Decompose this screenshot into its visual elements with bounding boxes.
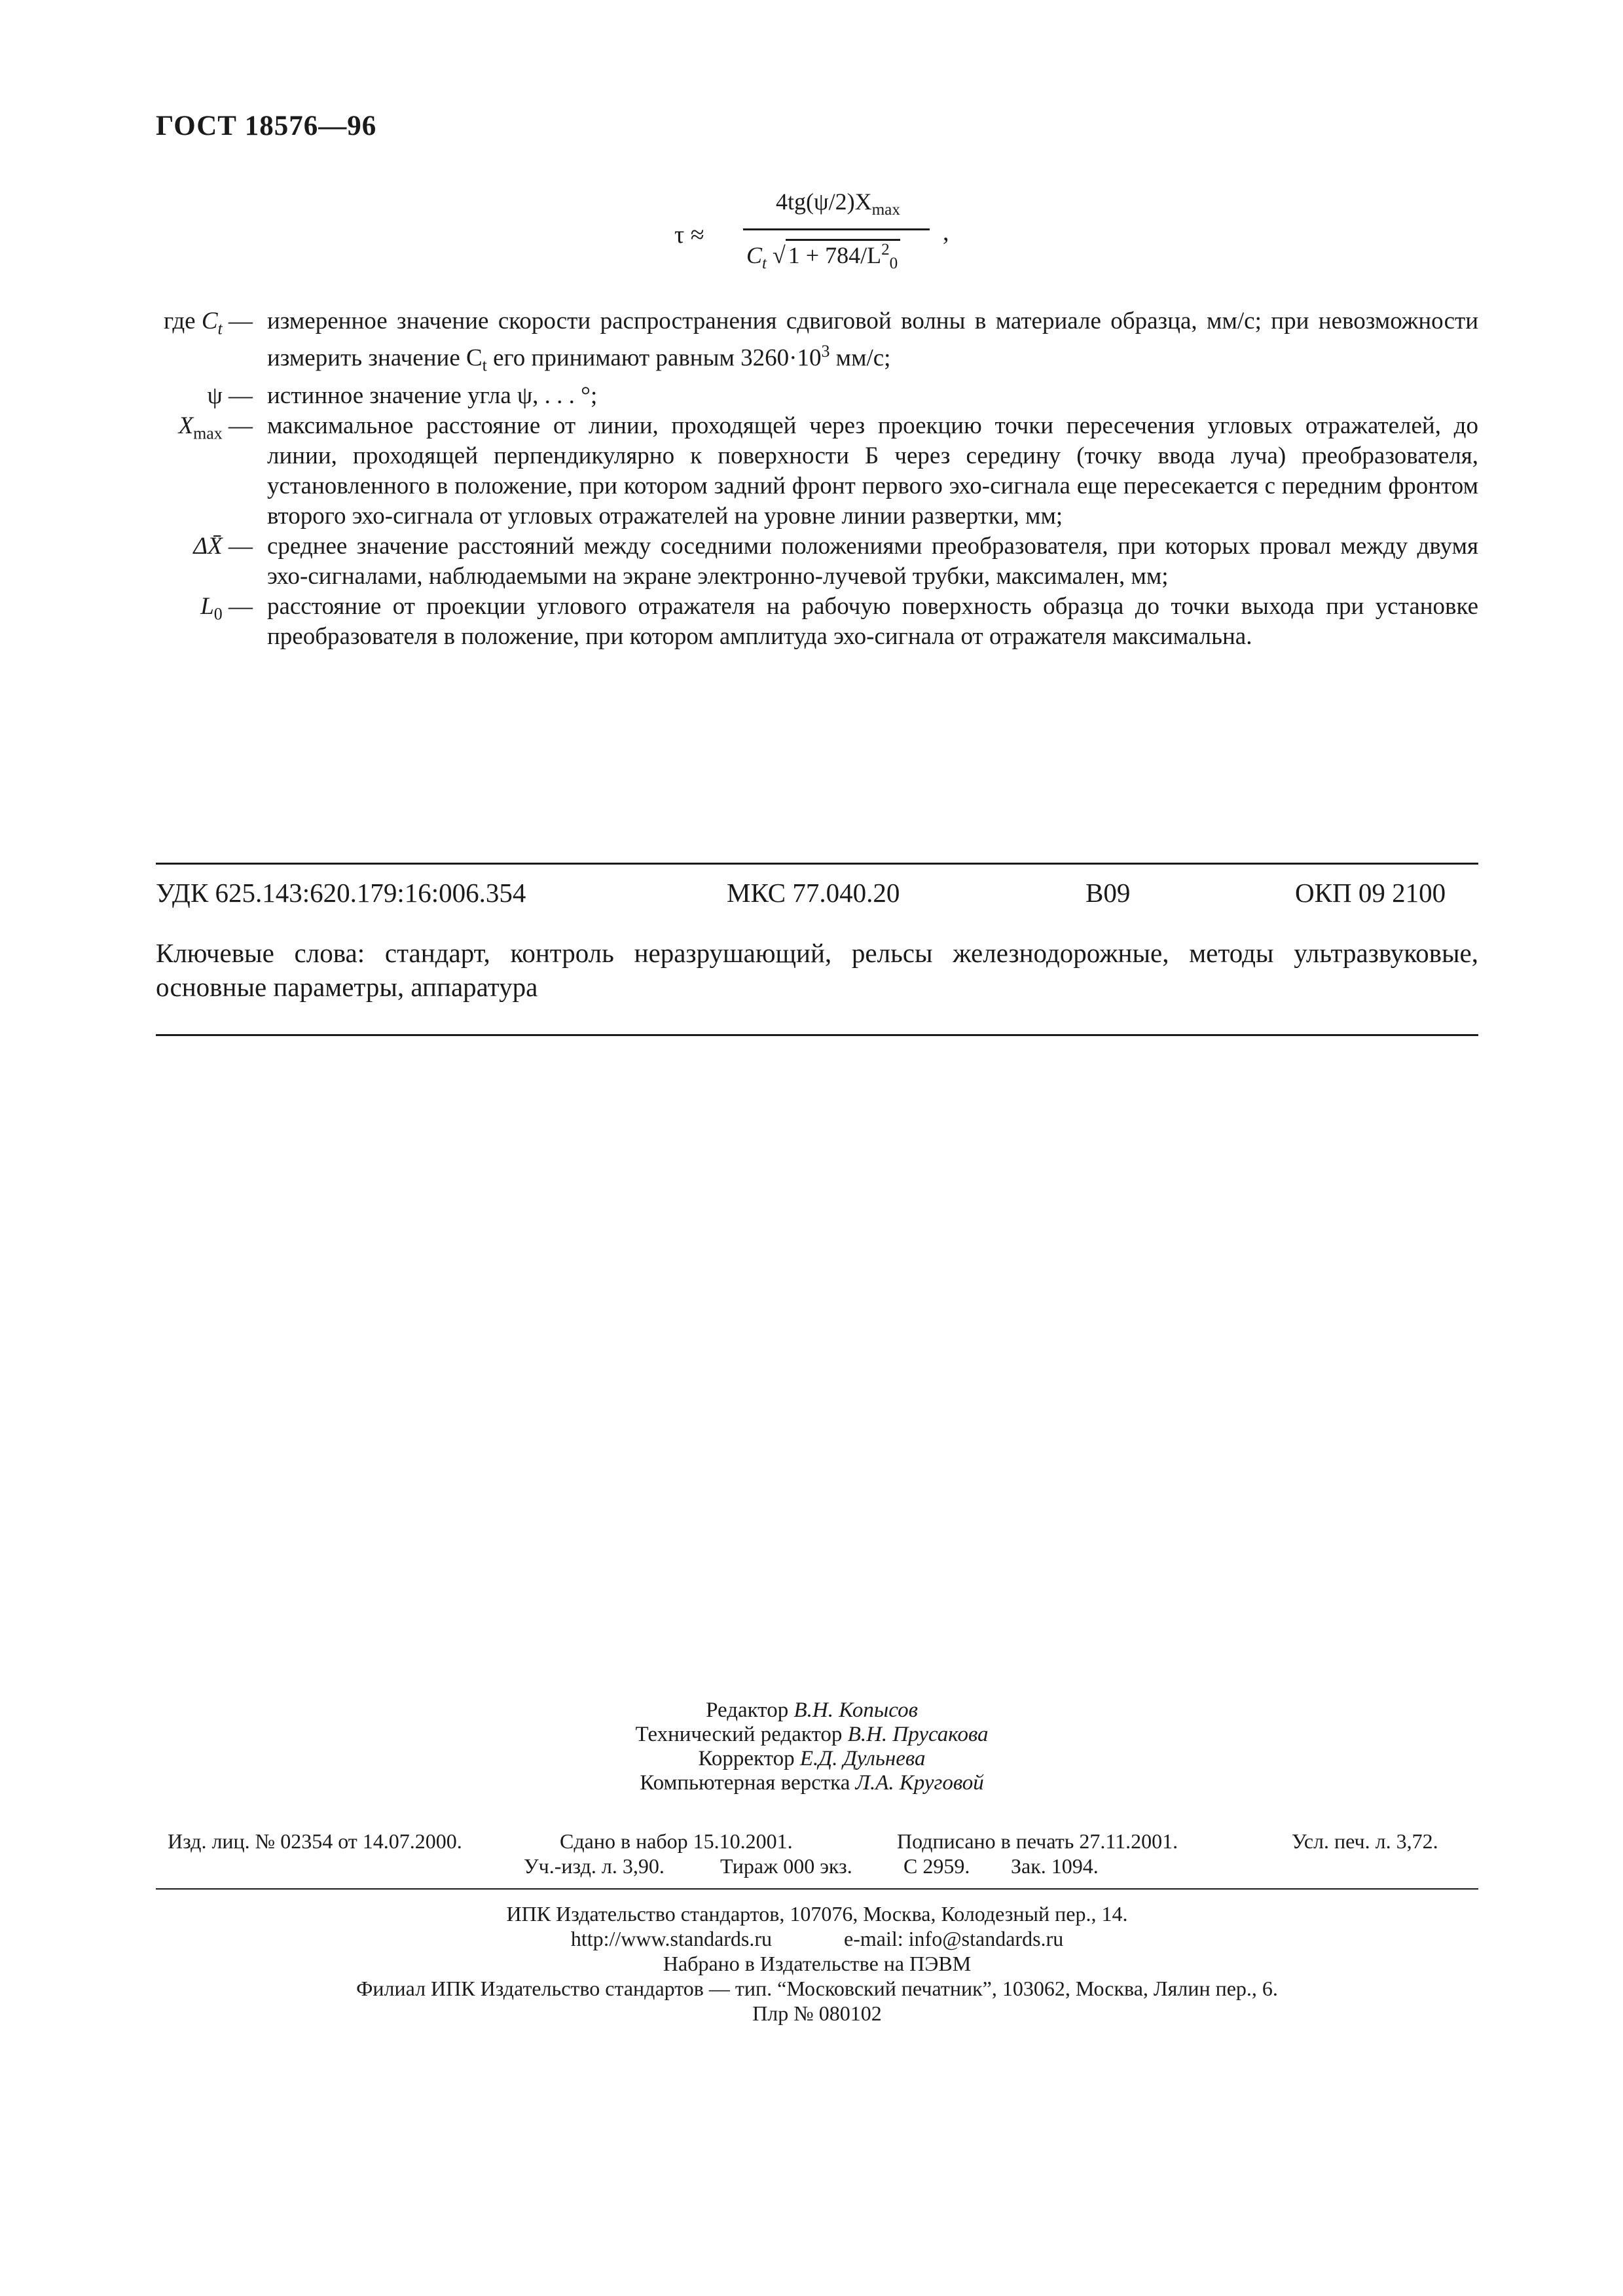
definition-text: максимальное расстояние от линии, проходящей через проекцию точки пересечения угловых отражателей, до линии, проходящей перпендикулярно к поверхности Б через середину (точку ввода луча) преобразователя, установленного в положение, при котором задний фронт первого эхо-сигнала еще пересекается с передним фронтом второго эхо-сигнала от угловых отражателей на уровне линии развертки, мм; (267, 412, 1478, 529)
formula-numerator: $4tg(\psi/2)X_{max}$ (776, 188, 900, 219)
printed-sheets: Усл. печ. л. 3,72. (1292, 1829, 1438, 1853)
signed-for-print: Подписано в печать 27.11.2001. (897, 1829, 1178, 1853)
okp-code: ОКП 09 2100 (1295, 878, 1446, 908)
license: Изд. лиц. № 02354 от 14.07.2000. (168, 1829, 462, 1853)
divider-imprint (156, 1888, 1478, 1890)
credit-editor: Редактор В.Н. Копысов (706, 1698, 918, 1722)
formula-fraction-bar (743, 228, 930, 230)
imprint-plr: Плр № 080102 (752, 2001, 882, 2025)
credit-technical-editor: Технический редактор В.Н. Прусакова (635, 1723, 989, 1746)
divider-top (156, 863, 1478, 865)
definition-xmax (156, 411, 1478, 531)
udk-code: УДК 625.143:620.179:16:006.354 (156, 878, 526, 908)
print-run: Тираж 000 экз. (720, 1854, 852, 1878)
credit-proofreader: Корректор Е.Д. Дульнева (698, 1747, 926, 1770)
mks-code: МКС 77.040.20 (727, 878, 900, 908)
symbol-definitions (156, 306, 1478, 652)
order-c: С 2959. (903, 1854, 970, 1878)
email-link[interactable]: e-mail: info@standards.ru (844, 1927, 1064, 1950)
formula-trailing-comma: , (943, 219, 949, 246)
publisher-sheets: Уч.-изд. л. 3,90. (524, 1854, 665, 1878)
formula-lhs: τ ≈ (674, 221, 704, 249)
formula-block (655, 187, 995, 291)
website-link[interactable]: http://www.standards.ru (570, 1927, 773, 1950)
definition-symbol: $X_{max}$ — (178, 412, 253, 443)
sent-to-typesetting: Сдано в набор 15.10.2001. (560, 1829, 793, 1853)
editorial-credits (393, 1698, 1231, 1795)
definition-symbol: $L_0$ — (200, 592, 253, 624)
definition-psi (156, 381, 1478, 411)
definition-symbol: где $C_t$ — (164, 308, 253, 338)
imprint-contacts (156, 1926, 1478, 1951)
document-header-title: ГОСТ 18576—96 (156, 111, 377, 141)
definition-symbol: ψ — (207, 382, 253, 409)
definition-text: измеренное значение скорости распространения сдвиговой волны в материале образца, мм/с; при невозможности измерить значение $C_t$ его принимают равным $3260\cdot 10^3$ мм/с; (267, 308, 1478, 375)
imprint-branch: Филиал ИПК Издательство стандартов — тип. “Московский печатник”, 103062, Москва, Лялин пер., 6. (356, 1977, 1278, 2000)
imprint-typeset: Набрано в Издательстве на ПЭВМ (663, 1952, 972, 1975)
order-number: Зак. 1094. (1011, 1854, 1099, 1878)
definition-ct (156, 306, 1478, 381)
keywords: Ключевые слова: стандарт, контроль неразрушающий, рельсы железнодорожные, методы ультразвуковые, основные параметры, аппаратура (156, 938, 1478, 1002)
imprint-publisher: ИПК Издательство стандартов, 107076, Москва, Колодезный пер., 14. (506, 1902, 1128, 1926)
divider-bottom (156, 1034, 1478, 1036)
credit-layout: Компьютерная верстка Л.А. Круговой (640, 1771, 984, 1795)
definition-text: истинное значение угла ψ, . . . °; (267, 382, 598, 409)
definition-text: среднее значение расстояний между соседними положениями преобразователя, при которых провал между двумя эхо-сигналами, наблюдаемыми на экране электронно-лучевой трубки, максимален, мм; (267, 532, 1478, 590)
definition-text: расстояние от проекции углового отражателя на рабочую поверхность образца до точки выхода при установке преобразователя в положение, при котором амплитуда эхо-сигнала от отражателя максимальна. (267, 592, 1478, 650)
definition-l0 (156, 592, 1478, 652)
definition-symbol: ΔX̄ — (193, 532, 253, 560)
category-code: В09 (1085, 878, 1131, 908)
definition-delta-x (156, 531, 1478, 592)
imprint (156, 1901, 1478, 2026)
formula-denominator: $C_t$ √ $1 + 784/L^2_0$ (746, 239, 936, 273)
